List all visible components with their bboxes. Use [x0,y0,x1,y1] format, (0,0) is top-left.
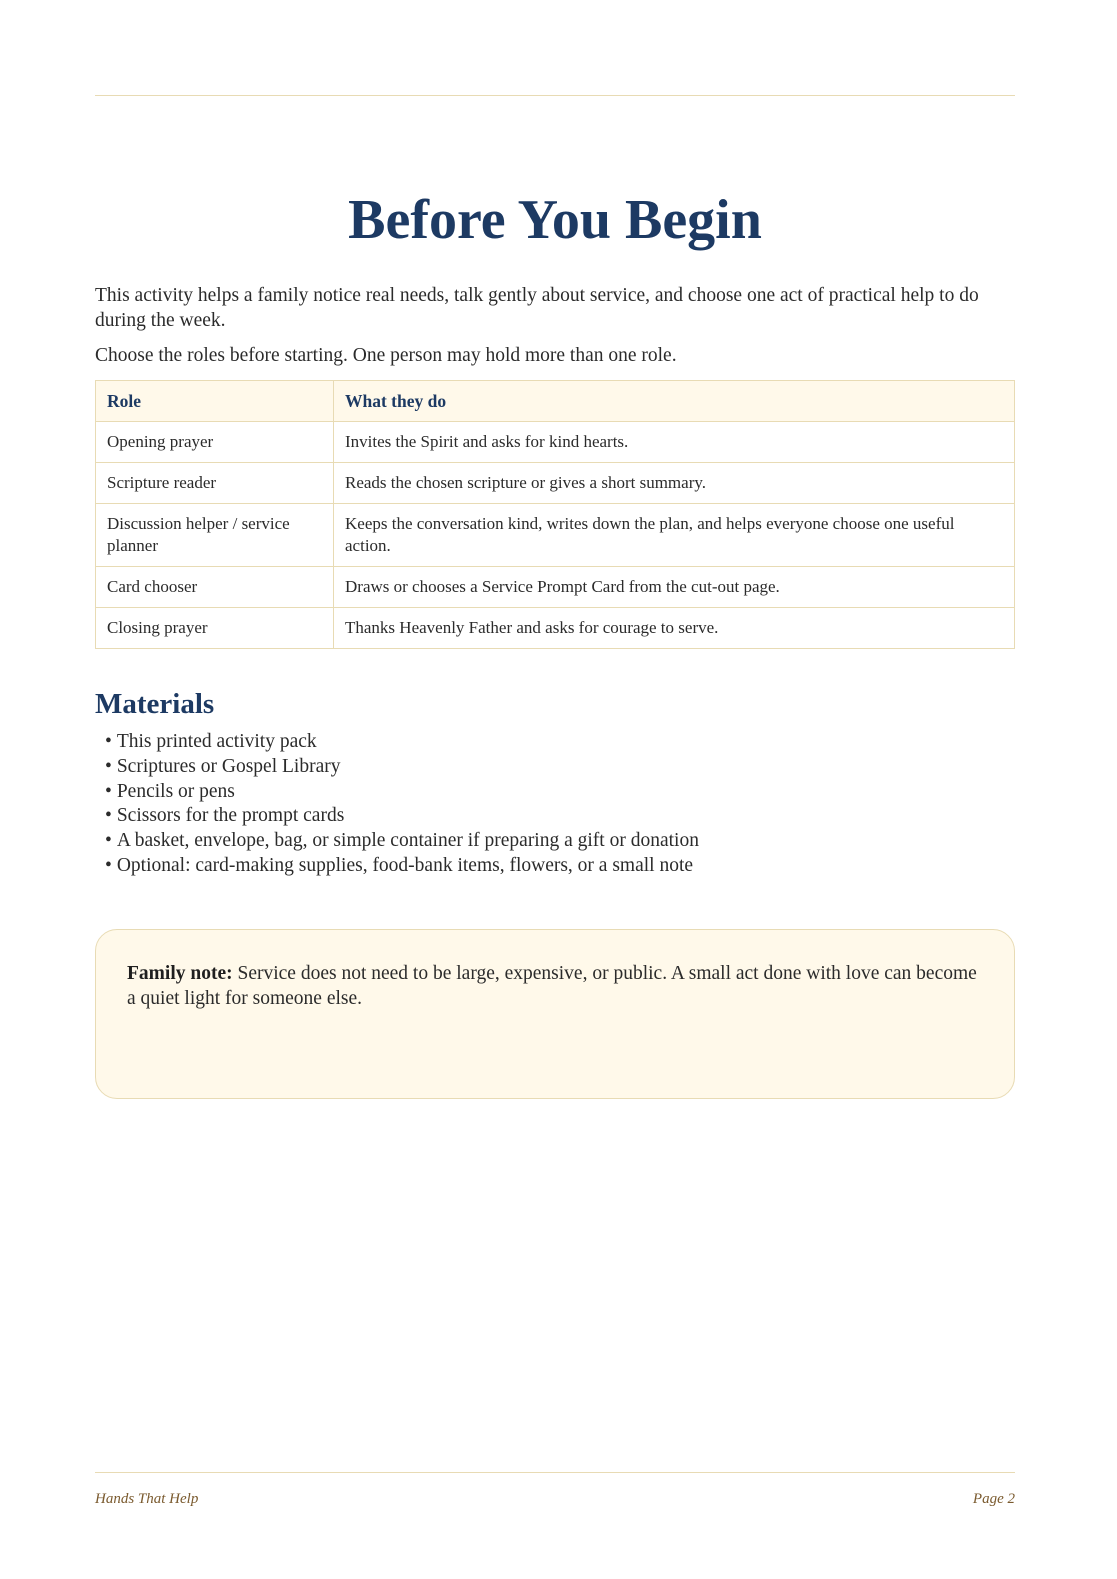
materials-list [105,730,699,879]
materials-heading: Materials [95,688,215,720]
list-item: • Scriptures or Gospel Library [105,755,699,780]
list-item: • A basket, envelope, bag, or simple container if preparing a gift or donation [105,829,699,854]
family-note-text: Service does not need to be large, expensive, or public. A small act done with love can become a quiet light for someone else. [127,963,977,1009]
table-row [96,567,1015,608]
role-cell: Scripture reader [96,463,334,504]
family-note-label: Family note: [127,963,233,984]
table-row [96,504,1015,567]
description-cell: Invites the Spirit and asks for kind hearts. [334,422,1015,463]
roles-instruction: Choose the roles before starting. One person may hold more than one role. [95,345,677,366]
document-page [95,0,1015,1579]
role-cell: Card chooser [96,567,334,608]
table-row [96,422,1015,463]
description-cell: Draws or chooses a Service Prompt Card from the cut-out page. [334,567,1015,608]
table-row [96,608,1015,649]
roles-table [95,380,1015,649]
table-header-row [96,381,1015,422]
top-divider [95,95,1015,96]
role-cell: Discussion helper / service planner [96,504,334,567]
intro-section [95,283,1015,368]
page-number: Page 2 [972,1491,1015,1507]
description-cell: Reads the chosen scripture or gives a short summary. [334,463,1015,504]
intro-paragraph: This activity helps a family notice real needs, talk gently about service, and choose one act of practical help to do during the week. [95,285,979,331]
footer-title: Hands That Help [95,1491,199,1507]
description-cell: Thanks Heavenly Father and asks for courage to serve. [334,608,1015,649]
header-what-they-do: What they do [334,381,1015,422]
list-item: • Scissors for the prompt cards [105,804,699,829]
table-row [96,463,1015,504]
role-cell: Closing prayer [96,608,334,649]
list-item: • Optional: card-making supplies, food-bank items, flowers, or a small note [105,854,699,879]
footer-divider [95,1472,1015,1473]
description-cell: Keeps the conversation kind, writes down the plan, and helps everyone choose one useful action. [334,504,1015,567]
list-item: • This printed activity pack [105,730,699,755]
page-title: Before You Begin [348,189,762,251]
header-role: Role [96,381,334,422]
family-note-box [95,929,1015,1099]
role-cell: Opening prayer [96,422,334,463]
list-item: • Pencils or pens [105,780,699,805]
